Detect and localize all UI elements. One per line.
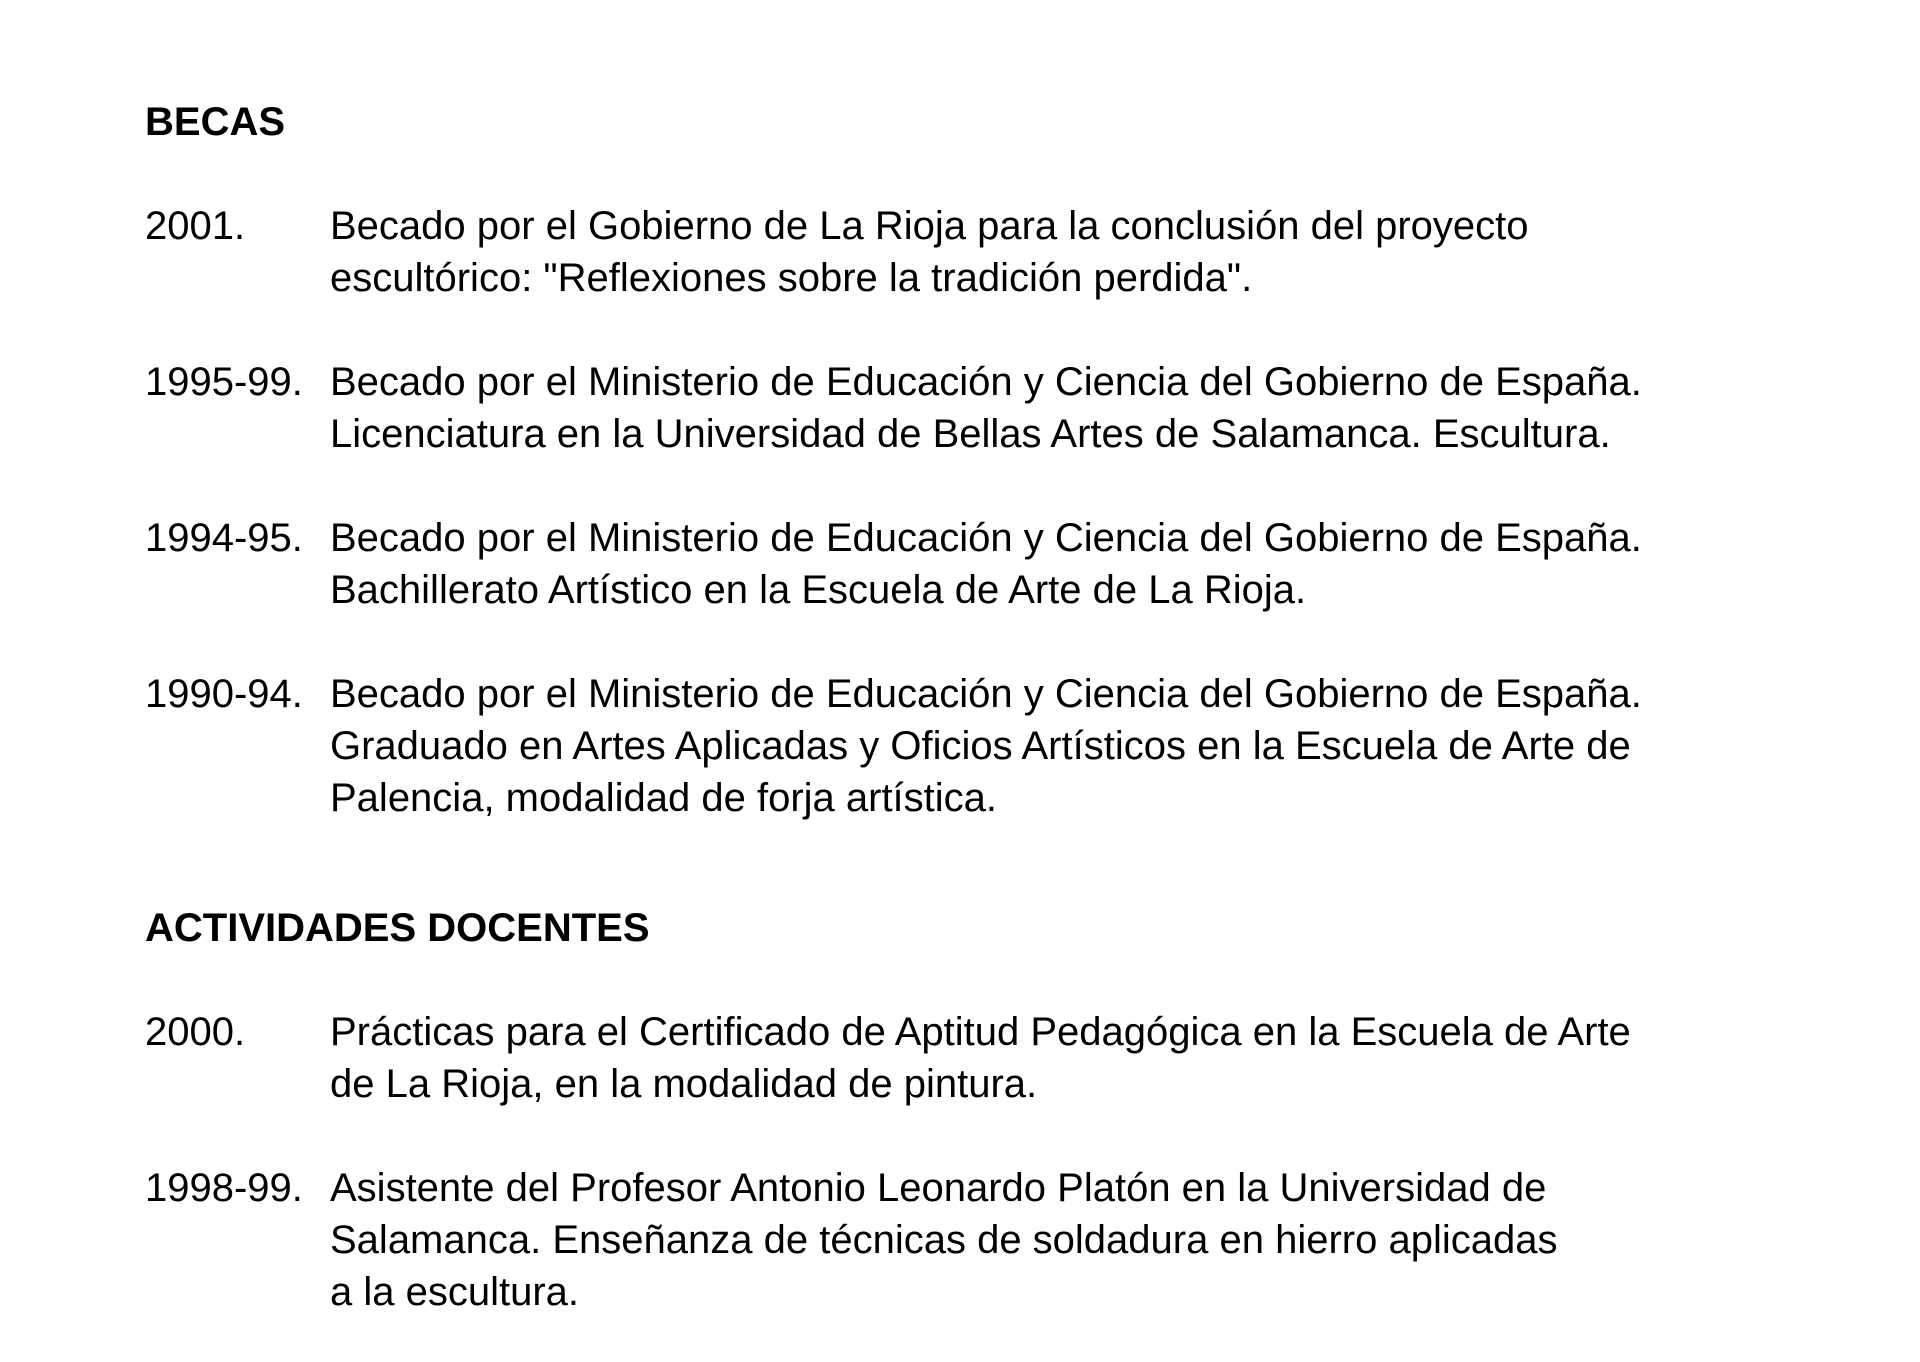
entry-year: 1995-99. <box>145 360 303 404</box>
entry-line: a la escultura. <box>330 1270 580 1314</box>
entry-line: Becado por el Ministerio de Educación y Ciencia del Gobierno de España. <box>330 360 1642 404</box>
entry-text <box>330 668 1845 824</box>
entry-year: 2000. <box>145 1010 246 1054</box>
entry-line: Bachillerato Artístico en la Escuela de Arte de La Rioja. <box>330 568 1307 612</box>
entry-year: 1998-99. <box>145 1166 303 1210</box>
entry-line: Salamanca. Enseñanza de técnicas de soldadura en hierro aplicadas <box>330 1218 1558 1262</box>
entry-line: Licenciatura en la Universidad de Bellas Artes de Salamanca. Escultura. <box>330 412 1611 456</box>
becas-entry-1994-95 <box>145 512 1845 616</box>
entry-text <box>330 1006 1845 1110</box>
entry-line: Becado por el Ministerio de Educación y Ciencia del Gobierno de España. <box>330 672 1642 716</box>
section-heading-actividades-docentes: ACTIVIDADES DOCENTES <box>145 906 650 950</box>
entry-year: 1990-94. <box>145 672 303 716</box>
entry-line: Becado por el Gobierno de La Rioja para la conclusión del proyecto <box>330 204 1529 248</box>
becas-entry-2001 <box>145 200 1845 304</box>
becas-entry-1995-99 <box>145 356 1845 460</box>
entry-line: Becado por el Ministerio de Educación y Ciencia del Gobierno de España. <box>330 516 1642 560</box>
section-heading-becas: BECAS <box>145 100 286 144</box>
entry-line: de La Rioja, en la modalidad de pintura. <box>330 1062 1038 1106</box>
entry-text <box>330 1162 1845 1318</box>
entry-line: Graduado en Artes Aplicadas y Oficios Artísticos en la Escuela de Arte de <box>330 724 1631 768</box>
entry-line: Asistente del Profesor Antonio Leonardo Platón en la Universidad de <box>330 1166 1547 1210</box>
entry-text <box>330 356 1845 460</box>
entry-line: Palencia, modalidad de forja artística. <box>330 776 998 820</box>
entry-text <box>330 200 1845 304</box>
entry-year: 1994-95. <box>145 516 303 560</box>
entry-year: 2001. <box>145 204 246 248</box>
entry-text <box>330 512 1845 616</box>
entry-line: Prácticas para el Certificado de Aptitud Pedagógica en la Escuela de Arte <box>330 1010 1631 1054</box>
docentes-entry-2000 <box>145 1006 1845 1110</box>
document-page <box>145 96 1845 1318</box>
entry-line: escultórico: "Reflexiones sobre la tradición perdida". <box>330 256 1253 300</box>
docentes-entry-1998-99 <box>145 1162 1845 1318</box>
becas-entry-1990-94 <box>145 668 1845 824</box>
